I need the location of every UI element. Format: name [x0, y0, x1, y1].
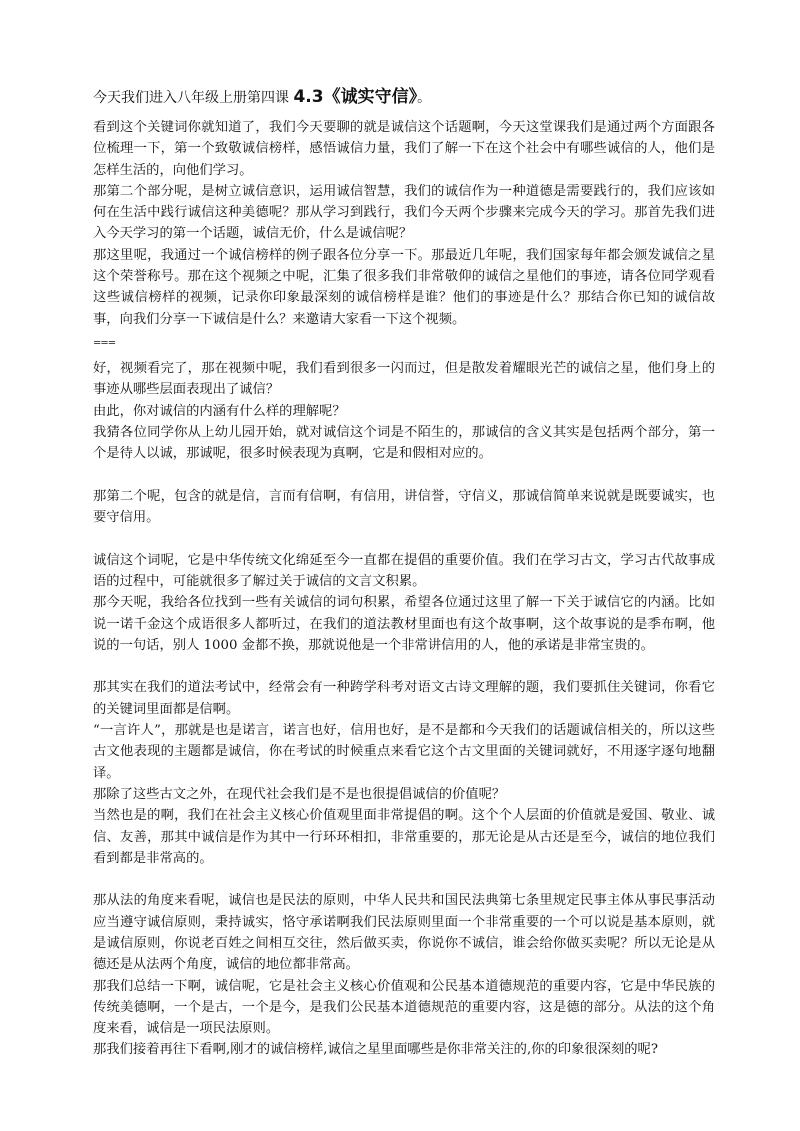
paragraph-intro: 看到这个关键词你就知道了，我们今天要聊的就是诚信这个话题啊，今天这堂课我们是通过两个方面跟各位梳理一下，第一个致敬诚信榜样，感悟诚信力量，我们了解一下在这个社会中有哪些诚信的人，他们是怎样生活的，向他们学习。: [93, 120, 715, 178]
paragraph-part-two: 那第二个部分呢，是树立诚信意识，运用诚信智慧，我们的诚信作为一种道德是需要践行的，我们应该如何在生活中践行诚信这种美德呢？那从学习到践行，我们今天两个步骤来完成今天的学习。那首先我们进入今天学习的第一个话题，诚信无价，什么是诚信呢？: [93, 183, 715, 242]
blank-line: [93, 528, 715, 549]
paragraph-civil-law: 那从法的角度来看呢，诚信也是民法的原则，中华人民共和国民法典第七条里规定民事主体从事民事活动应当遵守诚信原则，秉持诚实，恪守承诺啊我们民法原则里面一个非常重要的一个可以说是基本原则，就是诚信原则，你说老百姓之间相互交往，然后做买卖，你说你不诚信，谁会给你做买卖呢？所以无论是从德还是从法两个角度，诚信的地位都非常高。: [93, 893, 715, 973]
paragraph-closing: 那我们接着再往下看啊,刚才的诚信榜样,诚信之星里面哪些是你非常关注的,你的印象很深刻的呢?: [93, 1042, 658, 1058]
paragraph-video-intro: 那这里呢，我通过一个诚信榜样的例子跟各位分享一下。那最近几年呢，我们国家每年都会颁发诚信之星这个荣誉称号。那在这个视频之中呢，汇集了很多我们非常敬仰的诚信之星他们的事迹，请各位同学观看这些诚信榜样的视频，记录你印象最深刻的诚信榜样是谁？他们的事迹是什么？那结合你已知的诚信故事，向我们分享一下诚信是什么？来邀请大家看一下这个视频。: [93, 247, 715, 327]
title-suffix: 。: [417, 90, 432, 106]
title-prefix: 今天我们进入八年级上册第四课: [93, 90, 294, 106]
lesson-title: [93, 86, 715, 109]
paragraph-idiom-example: 那今天呢，我给各位找到一些有关诚信的词句积累，希望各位通过这里了解一下关于诚信它的内涵。比如说一诺千金这个成语很多人都听过，在我们的道法教材里面也有这个故事啊，这个故事说的是季布啊，他说的一句话，别人 1000 金都不换，那就说他是一个非常讲信用的人，他的承诺是非常宝贵的。: [93, 595, 715, 653]
paragraph-summary: 那我们总结一下啊，诚信呢，它是社会主义核心价值观和公民基本道德规范的重要内容，它是中华民族的传统美德啊，一个是古，一个是今，是我们公民基本道德规范的重要内容，这是德的部分。从法的这个角度来看，诚信是一项民法原则。: [93, 978, 715, 1037]
separator-mark: ===: [93, 339, 116, 348]
lesson-name: 4.3《诚实守信》: [293, 87, 418, 107]
paragraph-modern-question: 那除了这些古文之外，在现代社会我们是不是也很提倡诚信的价值呢？: [93, 786, 506, 802]
paragraph-question: 由此，你对诚信的内涵有什么样的理解呢？: [93, 403, 346, 419]
paragraph-quote-explanation: “一言许人”，那就是也是诺言，诺言也好，信用也好，是不是都和今天我们的话题诚信相关的，所以这些古文他表现的主题都是诚信，你在考试的时候重点来看它这个古文里面的关键词就好，不用逐字逐句地翻译。: [93, 723, 715, 781]
document-page: [93, 86, 715, 1061]
paragraph-meaning-part-one: 我猜各位同学你从上幼儿园开始，就对诚信这个词是不陌生的，那诚信的含义其实是包括两个部分，第一个是待人以诚，那诚呢，很多时候表现为真啊，它是和假相对应的。: [93, 424, 715, 462]
paragraph-traditional-culture: 诚信这个词呢，它是中华传统文化绵延至今一直都在提倡的重要价值。我们在学习古文，学习古代故事成语的过程中，可能就很多了解过关于诚信的文言文积累。: [93, 552, 715, 589]
blank-line: [93, 869, 715, 890]
paragraph-exam-tip: 那其实在我们的道法考试中，经常会有一种跨学科考对语文古诗文理解的题，我们要抓住关键词，你看它的关键词里面都是信啊。: [93, 680, 715, 717]
blank-line: [93, 464, 715, 485]
paragraph-core-values: 当然也是的啊，我们在社会主义核心价值观里面非常提倡的啊。这个个人层面的价值就是爱国、敬业、诚信、友善，那其中诚信是作为其中一行环环相扣，非常重要的，那无论是从古还是至今，诚信的地位我们看到都是非常高的。: [93, 808, 715, 866]
paragraph-meaning-part-two: 那第二个呢，包含的就是信，言而有信啊，有信用，讲信誉，守信义，那诚信简单来说就是既要诚实，也要守信用。: [93, 488, 715, 526]
paragraph-after-video: 好，视频看完了，那在视频中呢，我们看到很多一闪而过，但是散发着耀眼光芒的诚信之星，他们身上的事迹从哪些层面表现出了诚信？: [93, 360, 715, 398]
blank-line: [93, 656, 715, 677]
